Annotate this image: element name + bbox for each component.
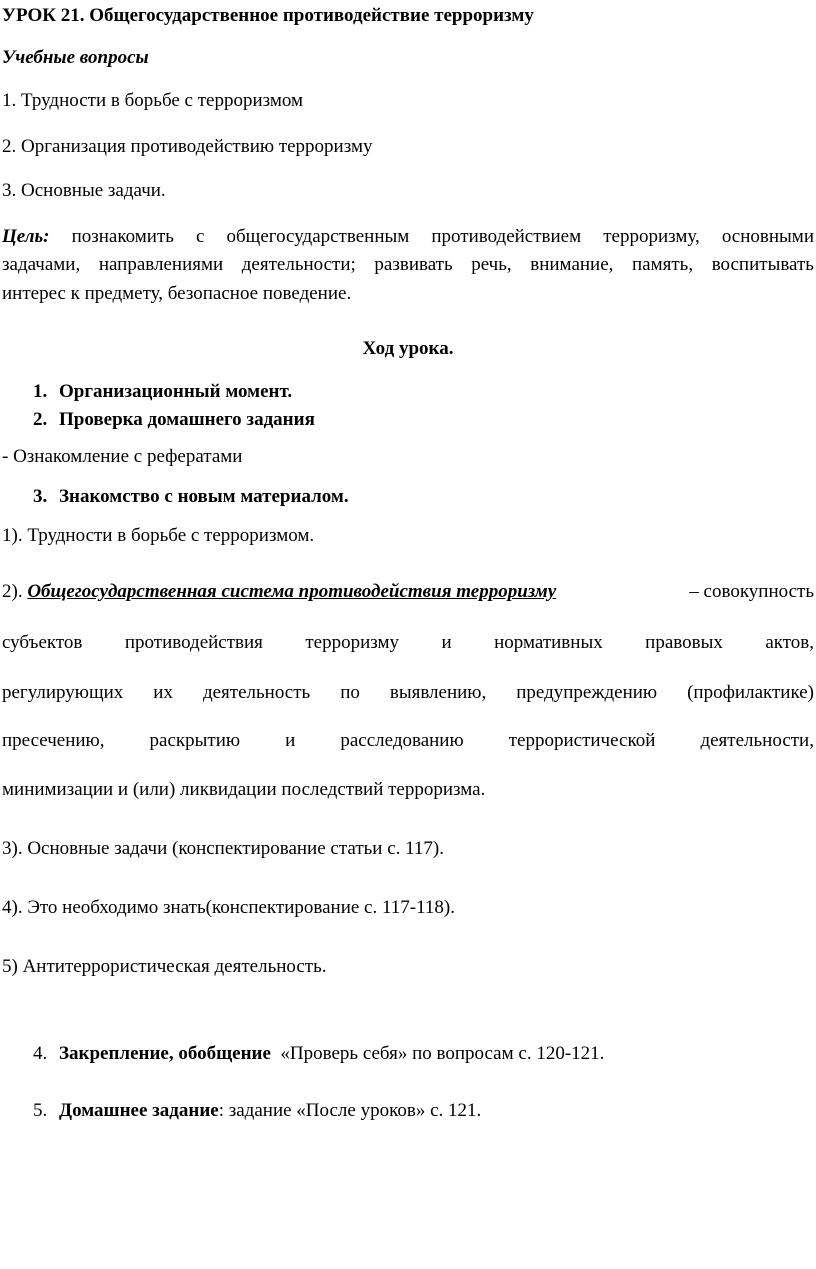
question-item-1: 1. Трудности в борьбе с терроризмом [2, 90, 304, 111]
question-item-2: 2. Организация противодействию терроризму [2, 136, 373, 157]
material-item-1: 1). Трудности в борьбе с терроризмом. [2, 525, 315, 546]
question-item-3: 3. Основные задачи. [2, 180, 166, 201]
material-item-2-line-5: минимизации и (или) ликвидации последствий терроризма. [2, 779, 486, 800]
definition-word: деятельности, [700, 730, 814, 751]
step-5 [33, 1100, 814, 1122]
definition-word: терроризму [305, 632, 400, 653]
step-bold-text: Закрепление, обобщение [59, 1043, 271, 1064]
goal-line-3: интерес к предмету, безопасное поведение. [2, 283, 352, 304]
goal-word: деятельности; [241, 254, 356, 275]
definition-word: террористической [508, 730, 656, 751]
step-3 [33, 486, 814, 508]
step-text: Проверка домашнего задания [59, 409, 315, 430]
material-item-3: 3). Основные задачи (конспектирование статьи с. 117). [2, 838, 445, 859]
step-number: 4. [33, 1043, 48, 1064]
material-item-number: 2). [2, 581, 23, 602]
goal-word: общегосударственным [226, 226, 410, 247]
material-item-2-line-3 [2, 682, 814, 704]
goal-word: внимание, [530, 254, 614, 275]
step-text: : задание «После уроков» с. 121. [218, 1100, 482, 1121]
lesson-progress-heading: Ход урока. [362, 338, 454, 359]
definition-word: субъектов [2, 632, 83, 653]
definition-word: правовых [645, 632, 723, 653]
definition-word: раскрытию [149, 730, 241, 751]
definition-word: их [153, 682, 173, 703]
definition-word: регулирующих [2, 682, 124, 703]
definition-word: (профилактике) [687, 682, 814, 703]
definition-start: – совокупность [689, 581, 814, 602]
goal-word: направлениями [98, 254, 224, 275]
step-4 [33, 1043, 814, 1065]
step-text: Знакомство с новым материалом. [59, 486, 349, 507]
step-number: 5. [33, 1100, 48, 1121]
defined-term: Общегосударственная система противодействия терроризму [27, 581, 557, 602]
definition-word: по [340, 682, 360, 703]
step-text: «Проверь себя» по вопросам с. 120-121. [270, 1043, 605, 1064]
step-text: Организационный момент. [59, 381, 293, 402]
goal-word: память, [632, 254, 694, 275]
goal-word: речь, [471, 254, 512, 275]
goal-label: Цель: [2, 226, 50, 247]
step-number: 2. [33, 409, 48, 430]
material-item-2-line-2 [2, 632, 814, 654]
lesson-title: УРОК 21. Общегосударственное противодействие терроризму [2, 5, 534, 26]
goal-line-2 [2, 254, 814, 276]
goal-word: познакомить [71, 226, 174, 247]
material-item-2-line-1 [2, 581, 814, 603]
goal-word: воспитывать [711, 254, 814, 275]
definition-word: пресечению, [2, 730, 105, 751]
definition-word: деятельность [202, 682, 311, 703]
definition-word: и [285, 730, 296, 751]
definition-word: противодействия [124, 632, 263, 653]
material-item-5: 5) Антитеррористическая деятельность. [2, 956, 327, 977]
definition-word: расследованию [340, 730, 464, 751]
step-number: 1. [33, 381, 48, 402]
step-number: 3. [33, 486, 48, 507]
step-2 [33, 409, 814, 431]
definition-word: нормативных [494, 632, 603, 653]
step-bold-text: Домашнее задание [59, 1100, 219, 1121]
definition-word: и [441, 632, 452, 653]
goal-word: развивать [374, 254, 453, 275]
goal-word: терроризму, [603, 226, 700, 247]
step-1 [33, 381, 814, 403]
definition-word: выявлению, [389, 682, 487, 703]
goal-word: задачами, [2, 254, 81, 275]
material-item-2-line-4 [2, 730, 814, 752]
questions-heading: Учебные вопросы [2, 47, 149, 68]
definition-word: предупреждению [516, 682, 658, 703]
step-2-subitem: - Ознакомление с рефератами [2, 446, 243, 467]
goal-word: противодействием [431, 226, 582, 247]
goal-word: основными [721, 226, 814, 247]
material-item-4: 4). Это необходимо знать(конспектирование с. 117-118). [2, 897, 455, 918]
goal-line-1 [2, 226, 814, 248]
goal-word: с [196, 226, 205, 247]
definition-word: актов, [765, 632, 814, 653]
